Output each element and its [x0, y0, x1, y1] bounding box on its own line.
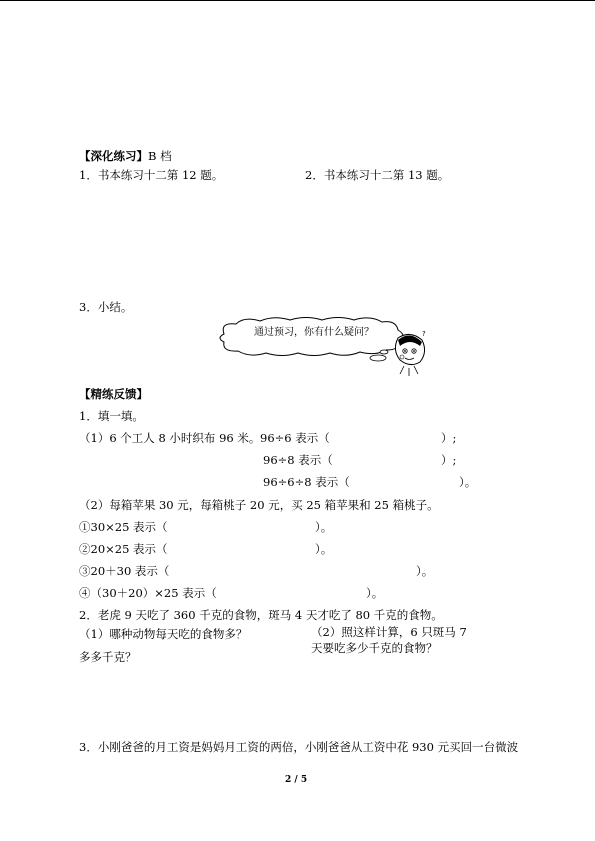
question-1-1-c: 96÷6÷8 表示（ [263, 475, 350, 489]
exercise-1: 1．书本练习十二第 12 题。 [79, 168, 224, 182]
question-1-2-d-close: ）。 [366, 586, 384, 600]
question-1-2-a-close: ）。 [315, 520, 333, 534]
exercise-3-summary: 3．小结。 [79, 300, 133, 314]
question-1-2-c: ③20＋30 表示（ [79, 564, 170, 578]
question-1-2-b-close: ）。 [315, 542, 333, 556]
question-1-2-d: ④（30＋20）×25 表示（ [79, 586, 217, 600]
bubble-dot-large [370, 355, 386, 361]
section-heading-deepening-level: B 档 [148, 149, 172, 163]
header-rule [0, 0, 595, 1]
question-2-part-1-line-1: （1）哪种动物每天吃的食物多？ [79, 627, 248, 641]
question-1-2-a: ①30×25 表示（ [79, 520, 168, 534]
svg-text:?: ? [422, 330, 426, 338]
question-3: 3．小刚爸爸的月工资是妈妈月工资的两倍，小刚爸爸从工资中花 930 元买回一台微波 [79, 740, 519, 754]
question-2: 2．老虎 9 天吃了 360 千克的食物，斑马 4 天才吃了 80 千克的食物。 [79, 608, 443, 622]
question-1-part-2: （2）每箱苹果 30 元，每箱桃子 20 元，买 25 箱苹果和 25 箱桃子。 [79, 498, 439, 512]
question-1-part-1: （1）6 个工人 8 小时织布 96 米。 [79, 431, 261, 445]
question-2-part-1-line-2: 多多千克？ [79, 650, 137, 664]
question-1-1-b-close: ）; [441, 453, 457, 467]
question-1: 1．填一填。 [79, 409, 144, 423]
section-heading-deepening [79, 149, 172, 163]
question-1-1-b: 96÷8 表示（ [263, 453, 333, 467]
question-2-part-2-line-2: 天要吃多少千克的食物？ [311, 641, 438, 655]
question-2-part-2-line-1: （2）照这样计算，6 只斑马 7 [311, 625, 467, 639]
page-number: 2 / 5 [285, 775, 308, 785]
question-1-2-c-close: ）。 [416, 564, 434, 578]
section-heading-deepening-label: 【深化练习】 [79, 149, 148, 163]
exercise-2: 2．书本练习十二第 13 题。 [305, 168, 450, 182]
question-1-1-c-close: ）。 [459, 475, 477, 489]
thought-bubble-text: 通过预习，你有什么疑问？ [254, 327, 374, 338]
question-1-1-a: 96÷6 表示（ [260, 431, 330, 445]
question-1-2-b: ②20×25 表示（ [79, 542, 168, 556]
question-1-1-a-close: ）; [441, 431, 457, 445]
cartoon-boy-icon [395, 330, 426, 376]
section-heading-feedback: 【精练反馈】 [79, 387, 148, 401]
bubble-dot-small [380, 350, 388, 354]
